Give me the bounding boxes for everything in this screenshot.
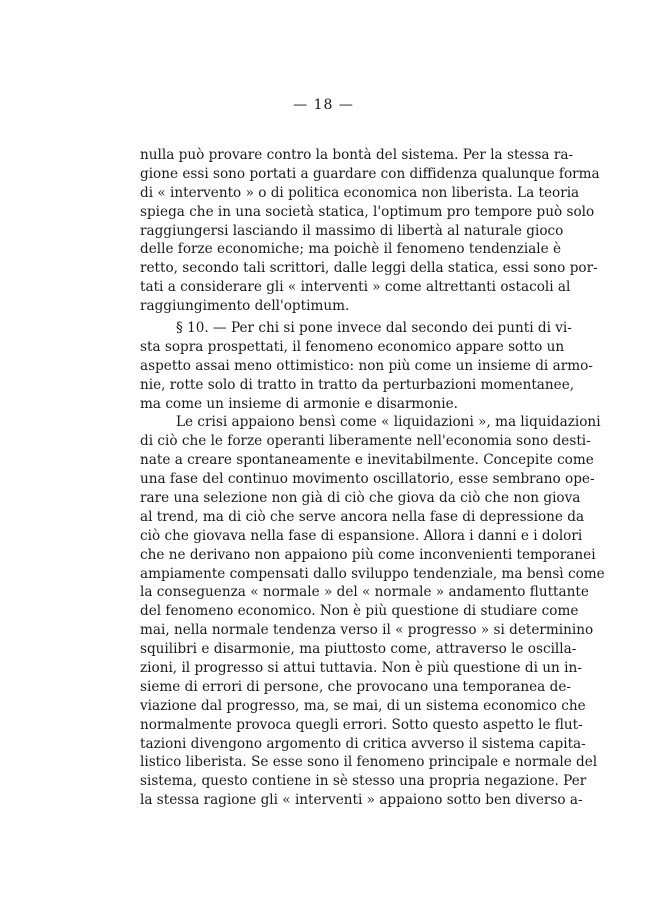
text-line: al trend, ma di ciò che serve ancora nella fase di depressione da (140, 508, 585, 525)
text-line: ciò che giovava nella fase di espansione. Allora i danni e i dolori (140, 527, 583, 544)
text-line: tati a considerare gli « interventi » come altrettanti ostacoli al (140, 279, 571, 296)
text-line: spiega che in una società statica, l'optimum pro tempore può solo (140, 203, 595, 220)
section-heading-line: § 10. — Per chi si pone invece dal secondo dei punti di vi- (176, 320, 572, 336)
text-line: ampiamente compensati dallo sviluppo tendenziale, ma bensì come (140, 565, 605, 582)
text-line: raggiungersi lasciando il massimo di libertà al naturale gioco (140, 222, 564, 239)
text-line: rare una selezione non già di ciò che giova da ciò che non giova (140, 490, 581, 507)
text-line: di ciò che le forze operanti liberamente nell'economia sono desti- (140, 433, 591, 450)
text-line: delle forze economiche; ma poichè il fenomeno tendenziale è (140, 241, 562, 258)
page-number: — 18 — (293, 97, 354, 113)
text-line: una fase del continuo movimento oscillatorio, esse sembrano ope- (140, 471, 595, 488)
text-line: sistema, questo contiene in sè stesso una propria negazione. Per (140, 773, 587, 790)
text-line: aspetto assai meno ottimistico: non più come un insieme di armo- (140, 357, 593, 374)
text-line: raggiungimento dell'optimum. (140, 298, 350, 315)
text-line: di « intervento » o di politica economica non liberista. La teoria (140, 184, 580, 201)
text-line: gione essi sono portati a guardare con diffidenza qualunque forma (140, 165, 600, 182)
text-line: mai, nella normale tendenza verso il « progresso » si determinino (140, 622, 594, 639)
text-line: zioni, il progresso si attui tuttavia. Non è più questione di un in- (140, 660, 582, 677)
text-line: la conseguenza « normale » del « normale » andamento fluttante (140, 584, 589, 601)
text-line: sieme di errori di persone, che provocano una temporanea de- (140, 678, 571, 695)
text-line: normalmente provoca quegli errori. Sotto questo aspetto le flut- (140, 716, 583, 733)
text-line: ma come un insieme di armonie e disarmonie. (140, 395, 458, 412)
text-line: la stessa ragione gli « interventi » appaiono sotto ben diverso a- (140, 792, 583, 809)
text-line: nate a creare spontaneamente e inevitabilmente. Concepite come (140, 452, 594, 469)
text-line: viazione dal progresso, ma, se mai, di un sistema economico che (140, 697, 586, 714)
text-line: Le crisi appaiono bensì come « liquidazioni », ma liquidazioni (176, 414, 601, 431)
text-line: retto, secondo tali scrittori, dalle leggi della statica, essi sono por- (140, 260, 598, 277)
text-line: che ne derivano non appaiono più come inconvenienti temporanei (140, 546, 596, 563)
text-line: listico liberista. Se esse sono il fenomeno principale e normale del (140, 754, 598, 771)
section-10-paragraph (140, 319, 605, 810)
text-line: nie, rotte solo di tratto in tratto da perturbazioni momentanee, (140, 376, 575, 393)
text-line: tazioni divengono argomento di critica avverso il sistema capita- (140, 735, 586, 752)
text-line: sta sopra prospettati, il fenomeno economico appare sotto un (140, 338, 565, 355)
text-line: nulla può provare contro la bontà del sistema. Per la stessa ra- (140, 147, 574, 163)
paragraph-continuation (140, 146, 600, 316)
text-line: del fenomeno economico. Non è più questione di studiare come (140, 603, 579, 620)
text-line: squilibri e disarmonie, ma piuttosto come, attraverso le oscilla- (140, 641, 577, 658)
